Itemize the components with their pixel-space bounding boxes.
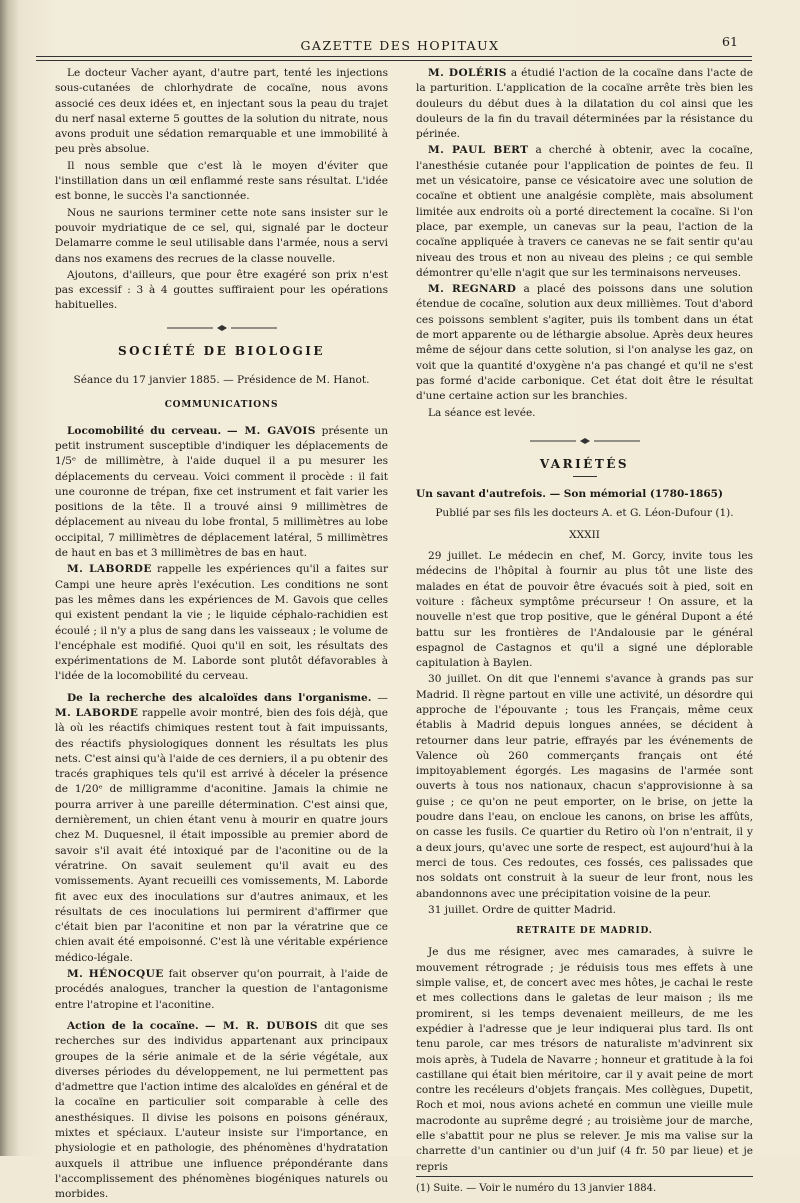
chapter-number: XXXII [569, 528, 600, 541]
header-rule-double [36, 60, 752, 61]
communications-heading: COMMUNICATIONS [164, 400, 279, 411]
author-laborde: M. LABORDE [67, 563, 152, 576]
author-gavois: — M. GAVOIS [226, 424, 316, 437]
right-column [416, 66, 753, 1197]
subheading-retraite: RETRAITE DE MADRID. [516, 926, 653, 937]
article-title-cocaine: Action de la cocaïne. [67, 1019, 199, 1032]
paragraph-resigner: Je dus me résigner, avec mes camarades, à suivre le mouvement rétrograde ; je réduisis tous mes effets à une simple valise, et, de concert avec mes hôtes, je cachai le reste et mes collections dans le galetas de leur maison ; ils me promirent, si les temps devenaient meilleurs, de me les expédier à l'adresse que je leur indiquerai plus tard. Ils ont tenu parole, car mes trésors de naturaliste m'advinrent six mois après, à Tudela de Navarre ; honneur et gratitude à la foi castillane qui était bien méritoire, car il y avait peine de mort contre les recéleurs d'objets français. Mes collègues, Dupetit, Roch et moi, nous avions acheté en commun une vieille mule macrodonte au suprême degré ; au troisième jour de marche, elle s'abattit pour ne plus se relever. Je mis ma valise sur la charrette d'un cantinier ou d'un juif (4 fr. 50 par lieue) et je repris [416, 946, 753, 1173]
article-title-alcaloides: De la recherche des alcaloïdes dans l'organisme. [67, 691, 372, 704]
text-locomobilite: présente un petit instrument susceptible d'indiquer les déplacements de 1/5ᵉ de millimètre, à l'aide duquel il a pu mesurer les déplacements du cerveau. Voici comment il procède : il fait une couronne de trépan, fixe cet instrument et fait varier les positions de la tête. Il a trouvé ainsi 9 millimètres de déplacement au niveau du lobe frontal, 5 millimètres au lobe occipital, 7 millimètres de déplacement latéral, 5 millimètres de haut en bas et 3 millimètres de bas en haut. [55, 424, 388, 560]
author-dubois: — M. R. DUBOIS [205, 1019, 318, 1032]
author-henocque: M. HÉNOCQUE [67, 968, 164, 981]
paragraph-paul-bert [416, 143, 753, 281]
text-regnard: a placé des poissons dans une solution étendue de cocaïne, solution aux deux millièmes. Tout d'abord ces poissons semblent s'agiter, puis ils tombent dans un état de mort apparente ou de léthargie absolue. Après deux heures même de séjour dans cette solution, si l'on analyse les gaz, on voit que la quantité d'oxygène n'a pas changé et qu'il ne s'est pas formé d'acide carbonique. Cet état doit être le résultat d'une certaine action sur les branchies. [416, 283, 753, 403]
paragraph-locomobilite [55, 424, 388, 562]
author-laborde-2: M. LABORDE [55, 706, 139, 719]
paragraph-29-juillet: 29 juillet. Le médecin en chef, M. Gorcy, invite tous les médecins de l'hôpital à fournir au plus tôt une liste des malades en état de pouvoir être évacués soit à pied, soit en voiture : fâcheux symptôme précurseur ! On assure, et la nouvelle n'est que trop positive, que le général Dupont a été battu sur les frontières de l'Andalousie par le général espagnol de Castagnos et qu'il a signé une déplorable capitulation à Baylen. [416, 550, 753, 670]
page-number: 61 [722, 34, 738, 49]
paragraph-laborde-campi [55, 562, 388, 684]
paragraph-31-juillet: 31 juillet. Ordre de quitter Madrid. [428, 903, 616, 916]
section-heading-varietes: VARIÉTÉS [539, 456, 630, 471]
paragraph-regnard [416, 282, 753, 404]
left-column [55, 66, 388, 1203]
paragraph-doleris [416, 66, 753, 142]
text-henocque: fait observer qu'on pourrait, à l'aide de procédés analogues, trancher la question de l'antagonisme entre l'atropine et l'aconitine. [55, 968, 388, 1011]
paragraph-alcaloides [55, 691, 388, 966]
paragraph-henocque [55, 967, 388, 1013]
section-ornament-right [416, 437, 753, 445]
paragraph-seance-levee: La séance est levée. [428, 406, 536, 419]
author-regnard: M. REGNARD [428, 283, 517, 296]
text-laborde-campi: rappelle les expériences qu'il a faites sur Campi une heure après l'exécution. Les conditions ne sont pas les mêmes dans les expériences de M. Gavois que celles qui existent pendant la vie ; le liquide céphalo-rachidien est écoulé ; il n'y a plus de sang dans les vaisseaux ; le volume de l'encéphale est modifié. Quoi qu'il en soit, les résultats des expérimentations de M. Laborde sont plutôt défavorables à l'idée de la locomobilité du cerveau. [55, 563, 388, 683]
text-cocaine: dit que ses recherches sur des individus appartenant aux principaux groupes de la série animale et de la série végétale, aux diverses périodes du développement, ne lui permettent pas d'admettre que l'action intime des alcaloïdes en général et de la cocaïne en particulier soit comparable à celle des anesthésiques. Il divise les poisons en poisons généraux, mixtes et spéciaux. L'auteur insiste sur l'importance, en physiologie et en pathologie, des phénomènes d'hydratation auxquels il attribue une influence prépondérante dans l'accomplissement des phénomènes biogéniques naturels ou morbides. [55, 1019, 389, 1201]
text-paul-bert: a cherché à obtenir, avec la cocaïne, l'anesthésie cutanée pour l'application de pointes de feu. Il met un vésicatoire, panse ce vésicatoire avec une solution de cocaïne et obtient une analgésie complète, mais absolument limitée aux endroits où a porté directement la cocaïne. Si l'on place, par exemple, un canevas sur la peau, l'action de la cocaïne appliquée à travers ce canevas ne se fait sentir qu'au niveau des trous et non au niveau des pleins ; ce qui semble démontrer qu'elle n'agit que sur les terminaisons nerveuses. [416, 144, 753, 279]
article-title-savant: Un savant d'autrefois. — Son mémorial (1780-1865) [416, 488, 724, 501]
alc-dash: — [371, 691, 388, 704]
seance-line: Séance du 17 janvier 1885. — Présidence de M. Hanot. [73, 374, 370, 387]
text-doleris: a étudié l'action de la cocaïne dans l'acte de la parturition. L'application de la cocaïne arrête très bien les douleurs du début dues à la dilatation du col ainsi que les douleurs de la fin du travail déterminées par la résistance du périnée. [416, 67, 753, 141]
paragraph-cocaine [55, 1019, 388, 1203]
author-doleris: M. DOLÉRIS [428, 67, 507, 79]
paragraph-ajoutons: Ajoutons, d'ailleurs, que pour être exagéré son prix n'est pas excessif : 3 à 4 gouttes suffiraient pour les opérations habituelles. [55, 268, 388, 312]
paragraph-30-juillet: 30 juillet. On dit que l'ennemi s'avance à grands pas sur Madrid. Il règne partout en ville une activité, un désordre qui approche de l'épouvante ; tous les Français, même ceux établis à Madrid depuis longues années, se décident à retourner dans leur patrie, effrayés par les événements de Valence où 260 commerçants français ont été impitoyablement égorgés. Les magasins de l'armée sont ouverts à tous nos nationaux, chacun s'approvisionne à sa guise ; ce qu'on ne peut emporter, on le brise, on jette la poudre dans l'eau, on encloue les canons, on brise les affûts, on casse les fusils. Ce quartier du Retiro où l'on n'entrait, il y a deux jours, qu'avec une sorte de respect, est aujourd'hui à la merci de tous. Ces redoutes, ces fossés, ces palissades que nos soldats ont construit à la sueur de leur front, nous les abandonnons avec une précipitation voisine de la peur. [416, 673, 753, 900]
text-alcaloides: rappelle avoir montré, bien des fois déjà, que là où les réactifs chimiques restent tout à fait impuissants, des réactifs physiologiques donnent les résultats les plus nets. C'est ainsi qu'à l'aide de ces derniers, il a pu obtenir des tracés graphiques tels qu'il est arrivé à déceler la présence de 1/20ᵉ de milligramme d'aconitine. Jamais la chimie ne pourra arriver à une pareille détermination. C'est ainsi que, dernièrement, un chien étant venu à mourir en quatre jours chez M. Duquesnel, il était impossible au premier abord de savoir s'il avait été intoxiqué par de l'aconitine ou de la vératrine. On savait seulement qu'il avait eu des vomissements. Ayant recueilli ces vomissements, M. Laborde fit avec eux des inoculations sur d'autres animaux, et les résultats de ces inoculations lui permirent d'affirmer que c'était bien par l'aconitine et non par la vératrine que ce chien avait été empoisonné. C'est là une véritable expérience médico-légale. [55, 706, 388, 964]
section-heading-society: SOCIÉTÉ DE BIOLOGIE [117, 343, 326, 358]
varietes-rule [573, 476, 597, 477]
paragraph-delamarre: Nous ne saurions terminer cette note sans insister sur le pouvoir mydriatique de ce sel, qui, signalé par le docteur Delamarre comme le seul utilisable dans l'armée, nous a servi dans nos examens des recrues de la classe nouvelle. [55, 206, 388, 265]
publication-credit: Publié par ses fils les docteurs A. et G. Léon-Dufour (1). [435, 507, 734, 520]
paragraph-instillation: Il nous semble que c'est là le moyen d'éviter que l'instillation dans un œil enflammé reste sans résultat. L'idée est bonne, le succès l'a sanctionnée. [55, 159, 388, 203]
section-ornament [55, 324, 388, 332]
paragraph-vacher: Le docteur Vacher ayant, d'autre part, tenté les injections sous-cutanées de chlorhydrate de cocaïne, nous avons associé ces deux idées et, en injectant sous la peau du trajet du nerf nasal externe 5 gouttes de la solution du nitrate, nous avons produit une sédation remarquable et une immobilité à peu près absolue. [55, 67, 388, 156]
article-title-locomobilite: Locomobilité du cerveau. [67, 424, 222, 437]
page-header-title: GAZETTE DES HOPITAUX [300, 38, 500, 53]
footnote: (1) Suite. — Voir le numéro du 13 janvier 1884. [416, 1176, 753, 1196]
header-rule [36, 56, 752, 57]
author-paul-bert: M. PAUL BERT [428, 144, 529, 157]
